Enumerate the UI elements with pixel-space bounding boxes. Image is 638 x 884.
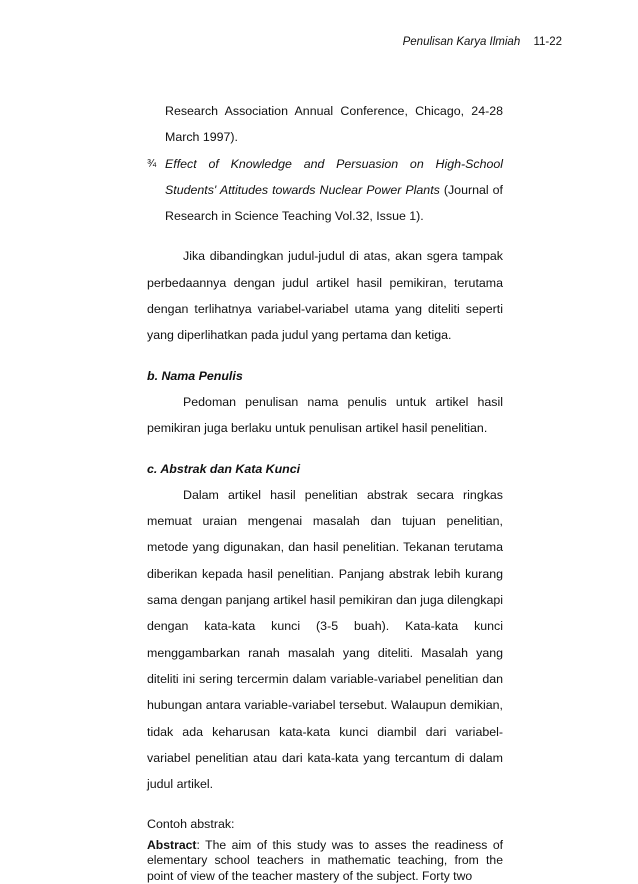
example-label: Contoh abstrak: [147,817,235,832]
page-number: 11-22 [533,36,562,48]
reference-title: Effect of Knowledge and Persuasion on High-School Students' Attitudes towards Nuclear Power Plants [165,156,503,197]
heading-abstrak: c. Abstrak dan Kata Kunci [147,461,301,476]
paragraph-judul: Jika dibandingkan judul-judul di atas, akan sgera tampak perbedaannya dengan judul artikel hasil pemikiran, terutama dengan terlihatnya variabel-variabel utama yang diteliti seperti yang diperlihatkan pada judul yang pertama dan ketiga. [147,249,503,343]
running-title: Penulisan Karya Ilmiah [402,36,521,48]
bullet-glyph: ¾ [147,157,157,170]
abstract-label: Abstract [147,837,197,852]
abstract-text: : The aim of this study was to asses the readiness of elementary school teachers in mathematic teaching, from the point of view of the teacher mastery of the subject. Forty two [147,837,503,883]
reference-entry [147,151,503,230]
example-abstract [147,838,503,884]
paragraph-abstrak: Dalam artikel hasil penelitian abstrak secara ringkas memuat uraian mengenai masalah dan tujuan penelitian, metode yang digunakan, dan hasil penelitian. Tekanan terutama diberikan kepada hasil penelitian. Panjang abstrak lebih kurang sama dengan panjang artikel hasil pemikiran dan juga dilengkapi dengan kata-kata kunci (3-5 buah). Kata-kata kunci menggambarkan ranah masalah yang diteliti. Masalah yang diteliti ini sering tercermin dalam variable-variabel penelitian dan hubungan antara variable-variabel tersebut. Walaupun demikian, tidak ada keharusan kata-kata kunci diambil dari variabel-variabel penelitian atau dari kata-kata yang tercantum di dalam judul artikel. [147,487,503,792]
reference-continuation: Research Association Annual Conference, Chicago, 24-28 March 1997). [165,104,503,145]
page-body [147,98,503,884]
heading-nama-penulis: b. Nama Penulis [147,368,243,383]
reference-list-item [147,151,503,230]
paragraph-nama-penulis: Pedoman penulisan nama penulis untuk artikel hasil pemikiran juga berlaku untuk penulisan artikel hasil penelitian. [147,394,503,436]
reference-source: (Journal of Research in Science Teaching Vol.32, Issue 1). [165,182,503,224]
page-header [403,36,562,48]
